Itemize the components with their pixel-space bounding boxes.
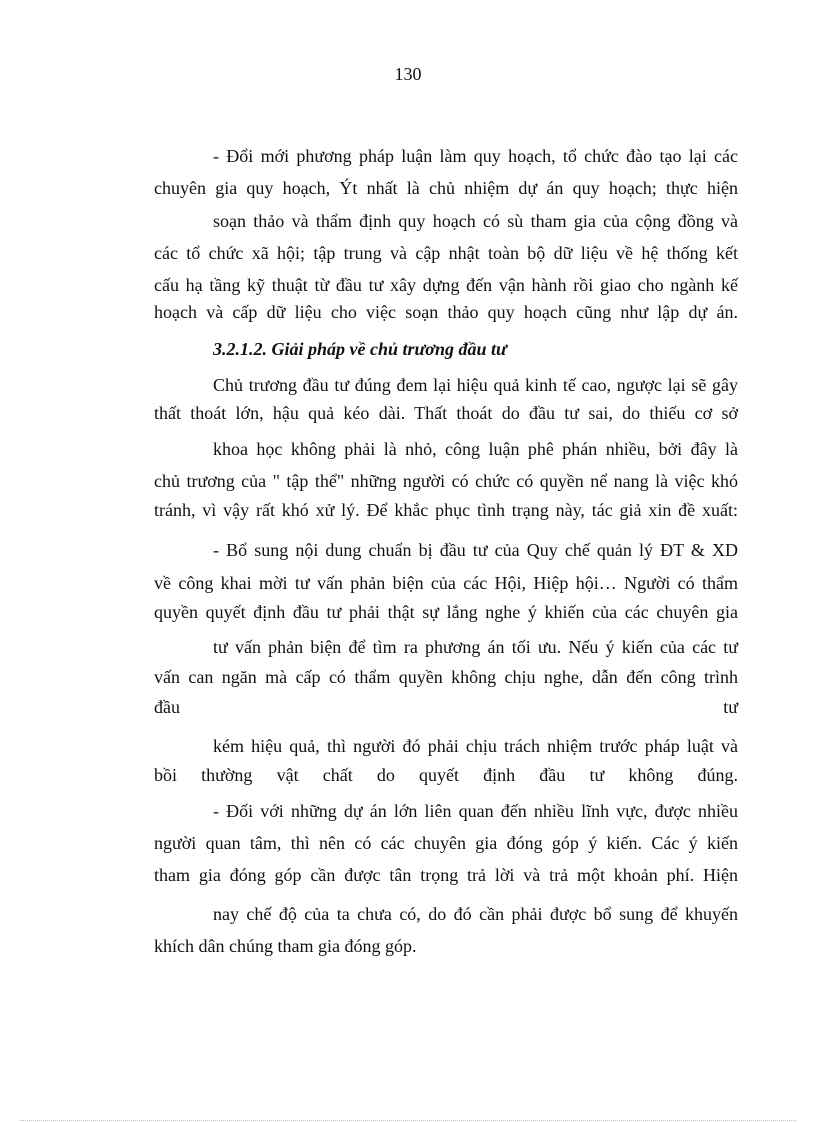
- text-line: người quan tâm, thì nên có các chuyên gia đóng góp ý kiến. Các ý kiến: [154, 833, 738, 853]
- text-line: đầu tư: [154, 697, 738, 717]
- page-number: 130: [394, 64, 422, 84]
- text-line: cấu hạ tầng kỹ thuật từ đầu tư xây dựng đến vận hành rồi giao cho ngành kế: [154, 275, 738, 295]
- text-line: vấn can ngăn mà cấp có thẩm quyền không chịu nghe, dẫn đến công trình: [154, 667, 738, 687]
- text-line: hoạch và cấp dữ liệu cho việc soạn thảo quy hoạch cũng như lập dự án.: [154, 302, 738, 322]
- text-line: về công khai mời tư vấn phản biện của các Hội, Hiệp hội… Người có thẩm: [154, 573, 738, 593]
- text-line: quyền quyết định đầu tư phải thật sự lắng nghe ý khiến của các chuyên gia: [154, 602, 738, 622]
- text-line: thất thoát lớn, hậu quả kéo dài. Thất thoát do đầu tư sai, do thiếu cơ sở: [154, 403, 738, 423]
- text-line: khích dân chúng tham gia đóng góp.: [154, 936, 417, 956]
- text-line: chủ trương của " tập thể" những người có chức có quyền nể nang là việc khó: [154, 471, 738, 491]
- text-line: soạn thảo và thẩm định quy hoạch có sù tham gia của cộng đồng và: [213, 211, 738, 231]
- section-heading: 3.2.1.2. Giải pháp về chủ trương đầu tư: [213, 339, 507, 359]
- text-line: bồi thường vật chất do quyết định đầu tư không đúng.: [154, 765, 738, 785]
- text-line: tránh, vì vậy rất khó xử lý. Để khắc phục tình trạng này, tác giả xin đề xuất:: [154, 500, 738, 520]
- text-line: kém hiệu quả, thì người đó phải chịu trách nhiệm trước pháp luật và: [213, 736, 738, 756]
- text-line: - Đổi mới phương pháp luận làm quy hoạch, tổ chức đào tạo lại các: [213, 146, 738, 166]
- text-line: khoa học không phải là nhỏ, công luận phê phán nhiều, bởi đây là: [213, 439, 738, 459]
- text-line: - Đối với những dự án lớn liên quan đến nhiều lĩnh vực, được nhiều: [213, 801, 738, 821]
- text-line: tư vấn phản biện để tìm ra phương án tối ưu. Nếu ý kiến của các tư: [213, 637, 738, 657]
- text-line: Chủ trương đầu tư đúng đem lại hiệu quả kinh tế cao, ngược lại sẽ gây: [213, 375, 738, 395]
- page-bottom-divider: [20, 1120, 796, 1121]
- text-line: chuyên gia quy hoạch, Ýt nhất là chủ nhiệm dự án quy hoạch; thực hiện: [154, 178, 738, 198]
- text-line: nay chế độ của ta chưa có, do đó cần phải được bổ sung để khuyến: [213, 904, 738, 924]
- text-line: các tổ chức xã hội; tập trung và cập nhật toàn bộ dữ liệu về hệ thống kết: [154, 243, 738, 263]
- text-line: tham gia đóng góp cần được tân trọng trả lời và trả một khoản phí. Hiện: [154, 865, 738, 885]
- text-line: - Bổ sung nội dung chuẩn bị đầu tư của Quy chế quản lý ĐT & XD: [213, 540, 738, 560]
